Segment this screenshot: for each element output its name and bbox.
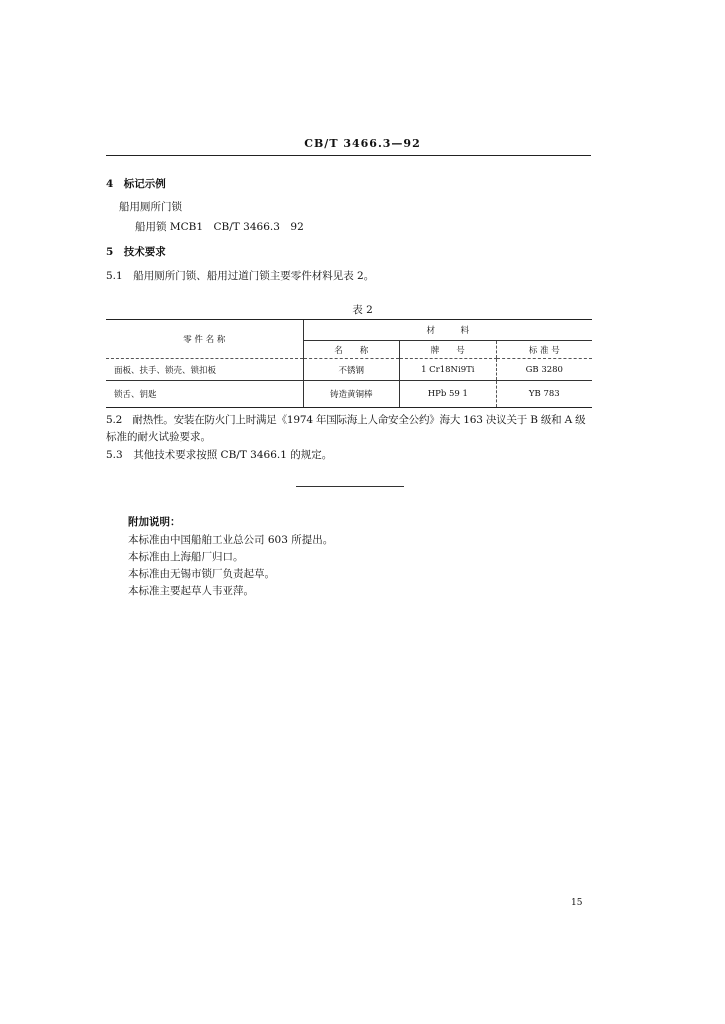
section-4-heading: 4 标记示例 xyxy=(106,178,166,190)
document-code: CB/T 3466.3—92 xyxy=(304,137,421,150)
marking-example-line-2: 船用锁 MCB1 CB/T 3466.3 92 xyxy=(135,221,304,233)
row-1-part: 面板、扶手、锁壳、锁扣板 xyxy=(106,359,303,381)
row-2-part: 锁舌、钥匙 xyxy=(106,381,303,408)
appendix-line-3: 本标准由无锡市锁厂负责起草。 xyxy=(128,568,275,580)
clause-5-2-line-1: 5.2 耐热性。安装在防火门上时满足《1974 年国际海上人命安全公约》海大 163 决议关于 B 级和 A 级 xyxy=(106,414,586,426)
row-1-grade: 1 Cr18Ni9Ti xyxy=(400,359,497,381)
header-rule xyxy=(106,155,591,156)
header-part-name: 零 件 名 称 xyxy=(106,320,303,359)
table-caption: 表 2 xyxy=(352,304,373,316)
header-material-name: 名 称 xyxy=(303,341,399,359)
page-number: 15 xyxy=(571,898,583,908)
appendix-line-1: 本标准由中国船舶工业总公司 603 所提出。 xyxy=(128,534,334,546)
appendix-title: 附加说明： xyxy=(128,516,181,528)
appendix-line-4: 本标准主要起草人韦亚萍。 xyxy=(128,585,254,597)
clause-5-3: 5.3 其他技术要求按照 CB/T 3466.1 的规定。 xyxy=(106,449,333,461)
marking-example-line-1: 船用厕所门锁 xyxy=(119,201,182,213)
header-material: 材 料 xyxy=(303,320,592,341)
clause-5-2-line-2: 标准的耐火试验要求。 xyxy=(106,431,211,443)
row-2-grade: HPb 59 1 xyxy=(400,381,497,408)
header-standard: 标 准 号 xyxy=(496,341,592,359)
clause-5-1: 5.1 船用厕所门锁、船用过道门锁主要零件材料见表 2。 xyxy=(106,270,375,282)
separator-rule xyxy=(296,486,404,487)
materials-table xyxy=(106,319,592,408)
appendix-line-2: 本标准由上海船厂归口。 xyxy=(128,551,244,563)
header-grade: 牌 号 xyxy=(400,341,497,359)
row-1-standard: GB 3280 xyxy=(496,359,592,381)
section-5-heading: 5 技术要求 xyxy=(106,246,166,258)
row-2-standard: YB 783 xyxy=(496,381,592,408)
row-1-material-name: 不锈钢 xyxy=(303,359,399,381)
row-2-material-name: 铸造黄铜棒 xyxy=(303,381,399,408)
